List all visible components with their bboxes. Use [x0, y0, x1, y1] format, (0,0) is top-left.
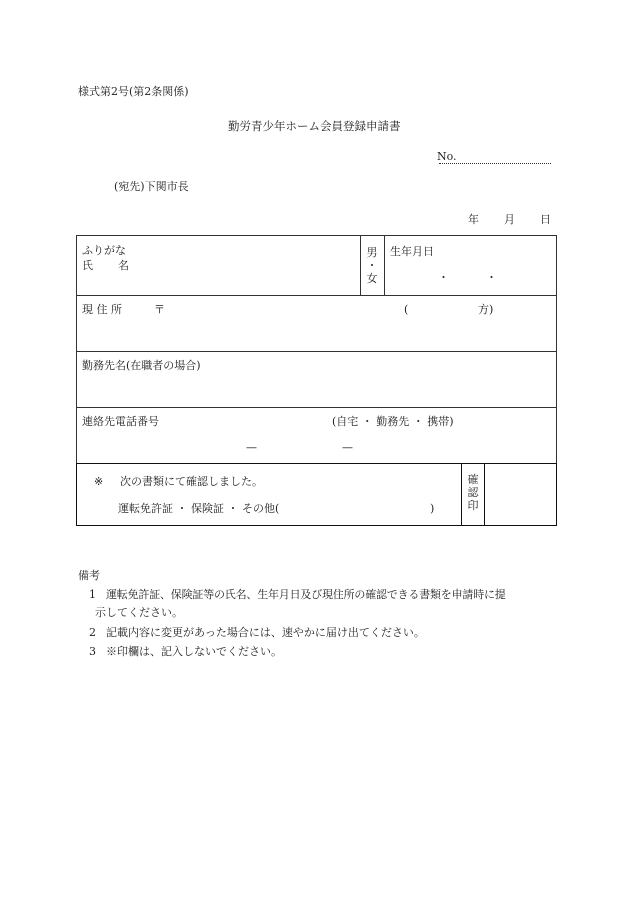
address-label: 現 住 所 [82, 303, 122, 316]
form-number: 様式第2号(第2条関係) [78, 85, 189, 98]
seal-label-char-2: 認 [467, 486, 479, 499]
seal-label-divider-right [484, 463, 485, 526]
note-text-1-line-2: 示してください。 [95, 606, 183, 619]
seal-field[interactable] [488, 467, 552, 522]
seal-label-char-3: 印 [467, 499, 479, 512]
no-label: No. [437, 150, 457, 163]
page-title: 勤労青少年ホーム会員登録申請書 [228, 119, 401, 133]
note-number-2: 2 [89, 626, 96, 639]
notes-heading: 備考 [78, 569, 100, 582]
seal-label [465, 474, 481, 513]
confirmation-documents[interactable]: 運転免許証 ・ 保険証 ・ その他( [118, 502, 280, 515]
care-of-open: ( [404, 303, 409, 316]
note-number-1: 1 [89, 588, 96, 601]
row-divider [76, 295, 557, 296]
workplace-label: 勤務先名(在職者の場合) [82, 359, 201, 372]
birthdate-column-divider [384, 235, 385, 295]
gender-column-divider [360, 235, 361, 295]
phone-label: 連絡先電話番号 [82, 415, 159, 428]
gender-selector[interactable] [365, 247, 379, 286]
date-year-label: 年 [468, 213, 479, 226]
gender-female-option[interactable]: 女 [366, 272, 378, 285]
address-field[interactable] [170, 300, 550, 346]
postal-mark: 〒 [154, 303, 165, 316]
birthdate-separator-2: ・ [486, 271, 497, 284]
note-text-1-line-1: 運転免許証、保険証等の氏名、生年月日及び現住所の確認できる書類を申請時に提 [106, 588, 506, 601]
note-number-3: 3 [89, 645, 96, 658]
seal-label-divider-left [461, 463, 462, 526]
confirmation-text: 次の書類にて確認しました。 [120, 475, 263, 488]
seal-label-char-1: 確 [467, 473, 479, 486]
gender-separator: ・ [366, 259, 378, 272]
row-divider [76, 351, 557, 352]
gender-male-option[interactable]: 男 [366, 246, 378, 259]
addressee: (宛先)下関市長 [114, 180, 189, 193]
birthdate-field[interactable] [388, 262, 548, 288]
name-label-part-2: 名 [118, 259, 129, 272]
name-label-part-1: 氏 [82, 259, 93, 272]
workplace-field[interactable] [82, 376, 550, 402]
phone-number-field[interactable] [170, 436, 470, 458]
confirmation-mark: ※ [94, 475, 104, 488]
phone-dash-2: — [342, 441, 353, 454]
care-of-close: 方) [478, 303, 494, 316]
birthdate-separator-1: ・ [438, 271, 449, 284]
note-text-2: 記載内容に変更があった場合には、速やかに届け出てください。 [106, 626, 425, 639]
date-month-label: 月 [504, 213, 515, 226]
phone-type-options[interactable]: (自宅 ・ 勤務先 ・ 携帯) [332, 415, 454, 428]
note-text-3: ※印欄は、記入しないでください。 [106, 645, 282, 658]
date-day-label: 日 [540, 213, 551, 226]
row-divider [76, 407, 557, 408]
name-field[interactable] [140, 240, 350, 288]
birthdate-label: 生年月日 [390, 245, 434, 258]
furigana-label: ふりがな [82, 244, 126, 257]
confirmation-documents-close: ) [430, 502, 435, 515]
no-input-line[interactable] [439, 152, 551, 164]
phone-dash-1: — [246, 441, 257, 454]
